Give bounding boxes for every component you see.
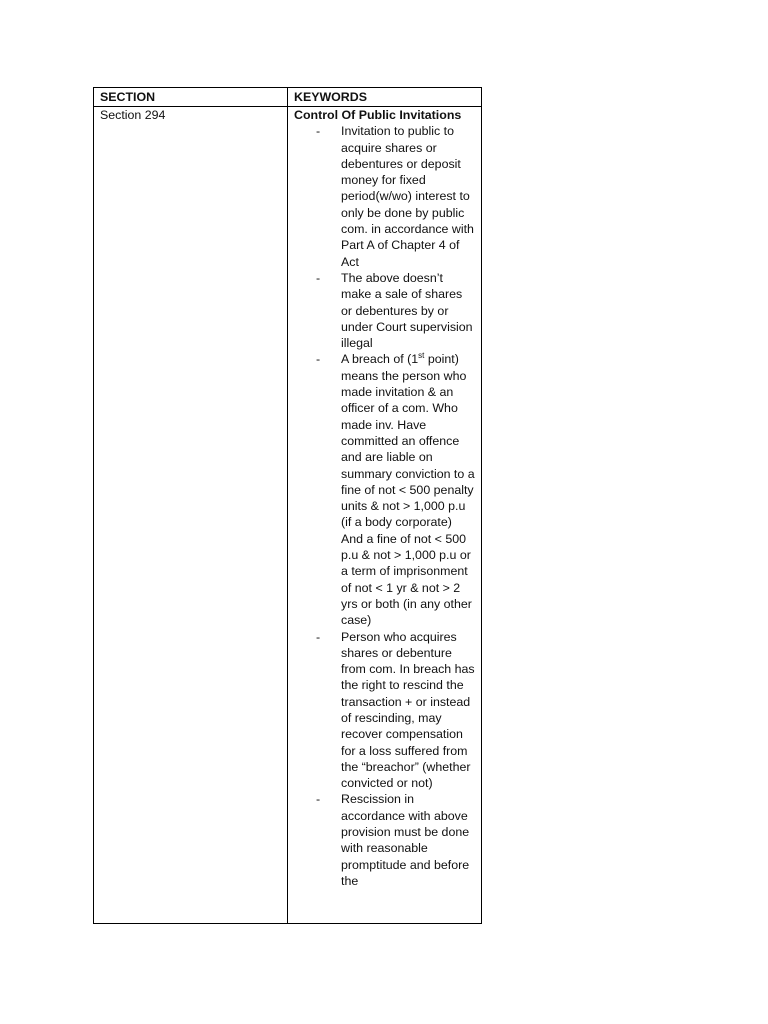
- list-item-text-pre: A breach of (1: [341, 352, 419, 367]
- list-item: [294, 351, 475, 628]
- bullet-dash: -: [316, 124, 321, 139]
- list-item: [294, 270, 475, 351]
- list-item-text: Rescission in accordance with above provision must be done with reasonable promptitude and before the: [341, 792, 470, 888]
- header-keywords: KEYWORDS: [288, 88, 482, 107]
- list-item-text: Person who acquires shares or debenture from com. In breach has the right to rescind the transaction + or instead of rescinding, may recover compensation for a loss suffered from the “breachor” (whether convicted or not): [341, 629, 475, 791]
- bullet-dash: -: [316, 270, 321, 285]
- header-section: SECTION: [94, 88, 288, 107]
- list-item: [294, 123, 475, 270]
- list-item: [294, 629, 475, 792]
- table-row: [94, 107, 482, 924]
- bullet-dash: -: [316, 629, 321, 644]
- bullet-dash: -: [316, 352, 321, 367]
- keywords-list: [294, 123, 475, 889]
- table-header-row: [94, 88, 482, 107]
- list-item-text: [341, 352, 475, 627]
- keywords-heading: Control Of Public Invitations: [294, 108, 462, 122]
- list-item-text: The above doesn’t make a sale of shares or debentures by or under Court supervision illegal: [341, 270, 473, 351]
- keywords-cell: [288, 107, 482, 924]
- ordinal-superscript: st: [418, 351, 425, 361]
- list-item-text-post: point) means the person who made invitation & an officer of a com. Who made inv. Have committed an offence and are liable on summary conviction to a fine of not < 500 penalty units & not > 1,000 p.u (if a body corporate) And a fine of not < 500 p.u & not > 1,000 p.u or a term of imprisonment of not < 1 yr & not > 2 yrs or both (in any other case): [341, 352, 475, 628]
- list-item: [294, 791, 475, 889]
- section-cell: Section 294: [94, 107, 288, 924]
- list-item-text: Invitation to public to acquire shares or debentures or deposit money for fixed period(w/wo) interest to only be done by public com. in accordance with Part A of Chapter 4 of Act: [341, 124, 474, 269]
- section-keywords-table: [93, 87, 482, 924]
- bullet-dash: -: [316, 792, 321, 807]
